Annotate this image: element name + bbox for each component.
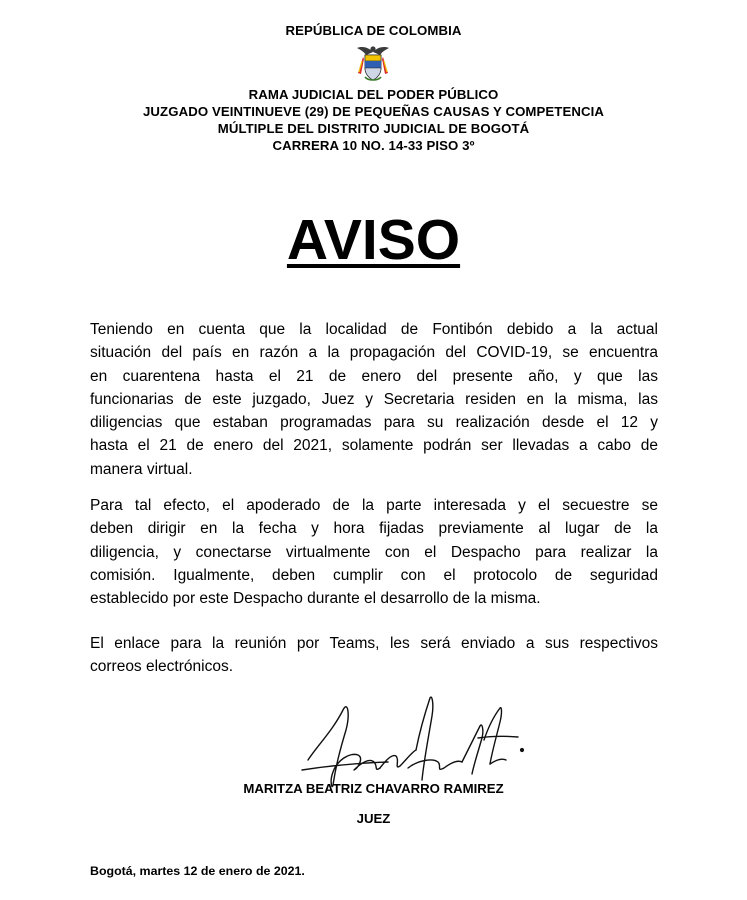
paragraph-line: correos electrónicos.	[90, 658, 234, 676]
paragraph-2	[90, 494, 658, 610]
signer-name: MARITZA BEATRIZ CHAVARRO RAMIREZ	[243, 781, 504, 796]
paragraph-line: comisión. Igualmente, deben cumplir con el protocolo de seguridad	[90, 566, 658, 584]
paragraph-line: deben dirigir en la fecha y hora fijadas previamente al lugar de la	[90, 520, 658, 538]
paragraph-line: El enlace para la reunión por Teams, les será enviado a sus respectivos	[90, 635, 658, 652]
colombia-coat-of-arms-icon	[355, 43, 391, 83]
document-date: Bogotá, martes 12 de enero de 2021.	[90, 864, 305, 878]
paragraph-line: Para tal efecto, el apoderado de la parte interesada y el secuestre se	[90, 497, 658, 514]
paragraph-1	[90, 318, 658, 481]
signer-role: JUEZ	[356, 811, 391, 826]
paragraph-line: Teniendo en cuenta que la localidad de Fontibón debido a la actual	[90, 321, 658, 338]
paragraph-line: diligencia, y conectarse virtualmente con el Despacho para realizar la	[90, 543, 658, 561]
paragraph-line: en cuarentena hasta el 21 de enero del presente año, y que las	[90, 367, 658, 385]
header-country: REPÚBLICA DE COLOMBIA	[285, 23, 462, 38]
document-title: AVISO	[286, 208, 461, 272]
paragraph-line: establecido por este Despacho durante el desarrollo de la misma.	[90, 590, 541, 608]
header-line-4: CARRERA 10 NO. 14-33 PISO 3º	[272, 138, 475, 153]
paragraph-3	[90, 632, 658, 679]
paragraph-line: manera virtual.	[90, 460, 193, 478]
header-line-2: JUZGADO VEINTINUEVE (29) DE PEQUEÑAS CAUSAS Y COMPETENCIA	[143, 104, 604, 119]
paragraph-line: situación del país en razón a la propagación del COVID-19, se encuentra	[90, 344, 658, 362]
paragraph-line: funcionarias de este juzgado, Juez y Secretaria residen en la misma, las	[90, 390, 658, 408]
header-line-1: RAMA JUDICIAL DEL PODER PÚBLICO	[248, 87, 499, 102]
paragraph-line: diligencias que estaban programadas para su realización desde el 12 y	[90, 414, 658, 432]
paragraph-line: hasta el 21 de enero del 2021, solamente podrán ser llevadas a cabo de	[90, 437, 658, 455]
header-line-3: MÚLTIPLE DEL DISTRITO JUDICIAL DE BOGOTÁ	[217, 121, 530, 136]
